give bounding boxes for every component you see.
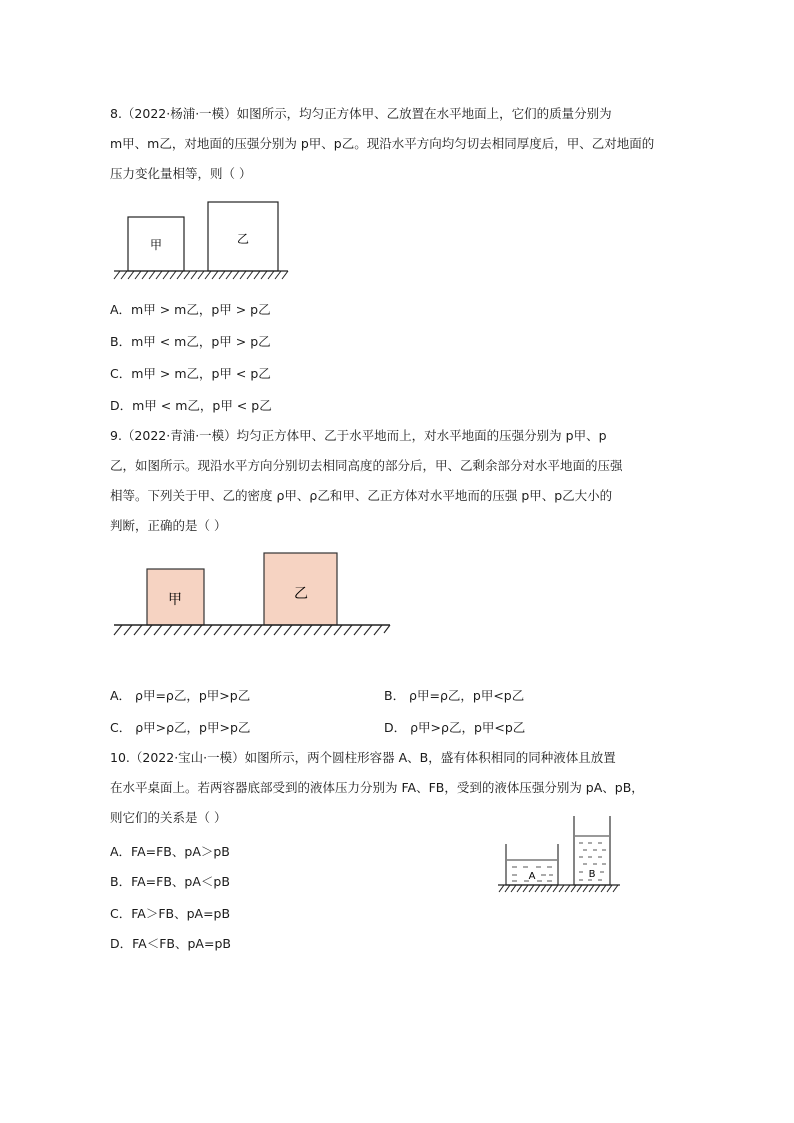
q8-stem-line-2: m甲、m乙，对地面的压强分别为 p甲、p乙。现沿水平方向均匀切去相同厚度后，甲、乙对地面的: [110, 136, 655, 151]
q9-option-c[interactable]: C． ρ甲>ρ乙，p甲>p乙: [110, 720, 251, 735]
q10-label-b: B: [588, 869, 596, 880]
q8-figure: [112, 198, 292, 284]
q9-stem-line-1: 9.（2022·青浦·一模）均匀正方体甲、乙于水平地而上，对水平地面的压强分别为 p甲、p: [110, 428, 607, 443]
q8-stem-line-1: 8.（2022·杨浦·一模）如图所示，均匀正方体甲、乙放置在水平地面上，它们的质量分别为: [110, 106, 612, 121]
q8-ground-hatch: [114, 271, 288, 279]
q9-ground-hatch: [114, 625, 390, 635]
q9-figure: [110, 548, 396, 644]
q10-stem-line-2: 在水平桌面上。若两容器底部受到的液体压力分别为 FA、FB，受到的液体压强分别为 pA、pB，: [110, 780, 644, 795]
q9-stem-line-3: 相等。下列关于甲、乙的密度 ρ甲、ρ乙和甲、乙正方体对水平地而的压强 p甲、p乙大小的: [110, 488, 613, 503]
q8-option-d[interactable]: D．m甲 < m乙，p甲 < p乙: [110, 398, 272, 413]
q10-option-d[interactable]: D．FA＜FB、pA=pB: [110, 936, 231, 951]
q10-option-a[interactable]: A．FA=FB、pA＞pB: [110, 844, 230, 859]
q10-figure: [496, 812, 624, 896]
q8-stem-line-3: 压力变化量相等，则（ ）: [110, 166, 252, 181]
q10-option-c[interactable]: C．FA＞FB、pA=pB: [110, 906, 231, 921]
q10-label-a: A: [528, 871, 536, 882]
q9-option-d[interactable]: D． ρ甲>ρ乙，p甲<p乙: [384, 720, 526, 735]
q8-label-right: 乙: [236, 232, 250, 246]
q9-stem-line-4: 判断，正确的是（ ）: [110, 518, 227, 533]
q9-label-left: 甲: [168, 592, 182, 608]
q9-label-right: 乙: [294, 586, 308, 602]
q8-label-left: 甲: [149, 238, 163, 252]
q10-stem-line-3: 则它们的关系是（ ）: [110, 810, 227, 825]
q10-option-b[interactable]: B．FA=FB、pA＜pB: [110, 874, 230, 889]
q9-option-a[interactable]: A． ρ甲=ρ乙，p甲>p乙: [110, 688, 251, 703]
q10-stem-line-1: 10.（2022·宝山·一模）如图所示，两个圆柱形容器 A、B，盛有体积相同的同种液体且放置: [110, 750, 616, 765]
q8-option-b[interactable]: B．m甲 < m乙，p甲 > p乙: [110, 334, 271, 349]
q9-stem-line-2: 乙，如图所示。现沿水平方向分别切去相同高度的部分后，甲、乙剩余部分对水平地面的压强: [110, 458, 623, 473]
q9-option-b[interactable]: B． ρ甲=ρ乙，p甲<p乙: [384, 688, 525, 703]
q10-table-hatch: [499, 885, 618, 892]
q8-option-c[interactable]: C．m甲 > m乙，p甲 < p乙: [110, 366, 271, 381]
q8-option-a[interactable]: A．m甲 > m乙，p甲 > p乙: [110, 302, 271, 317]
